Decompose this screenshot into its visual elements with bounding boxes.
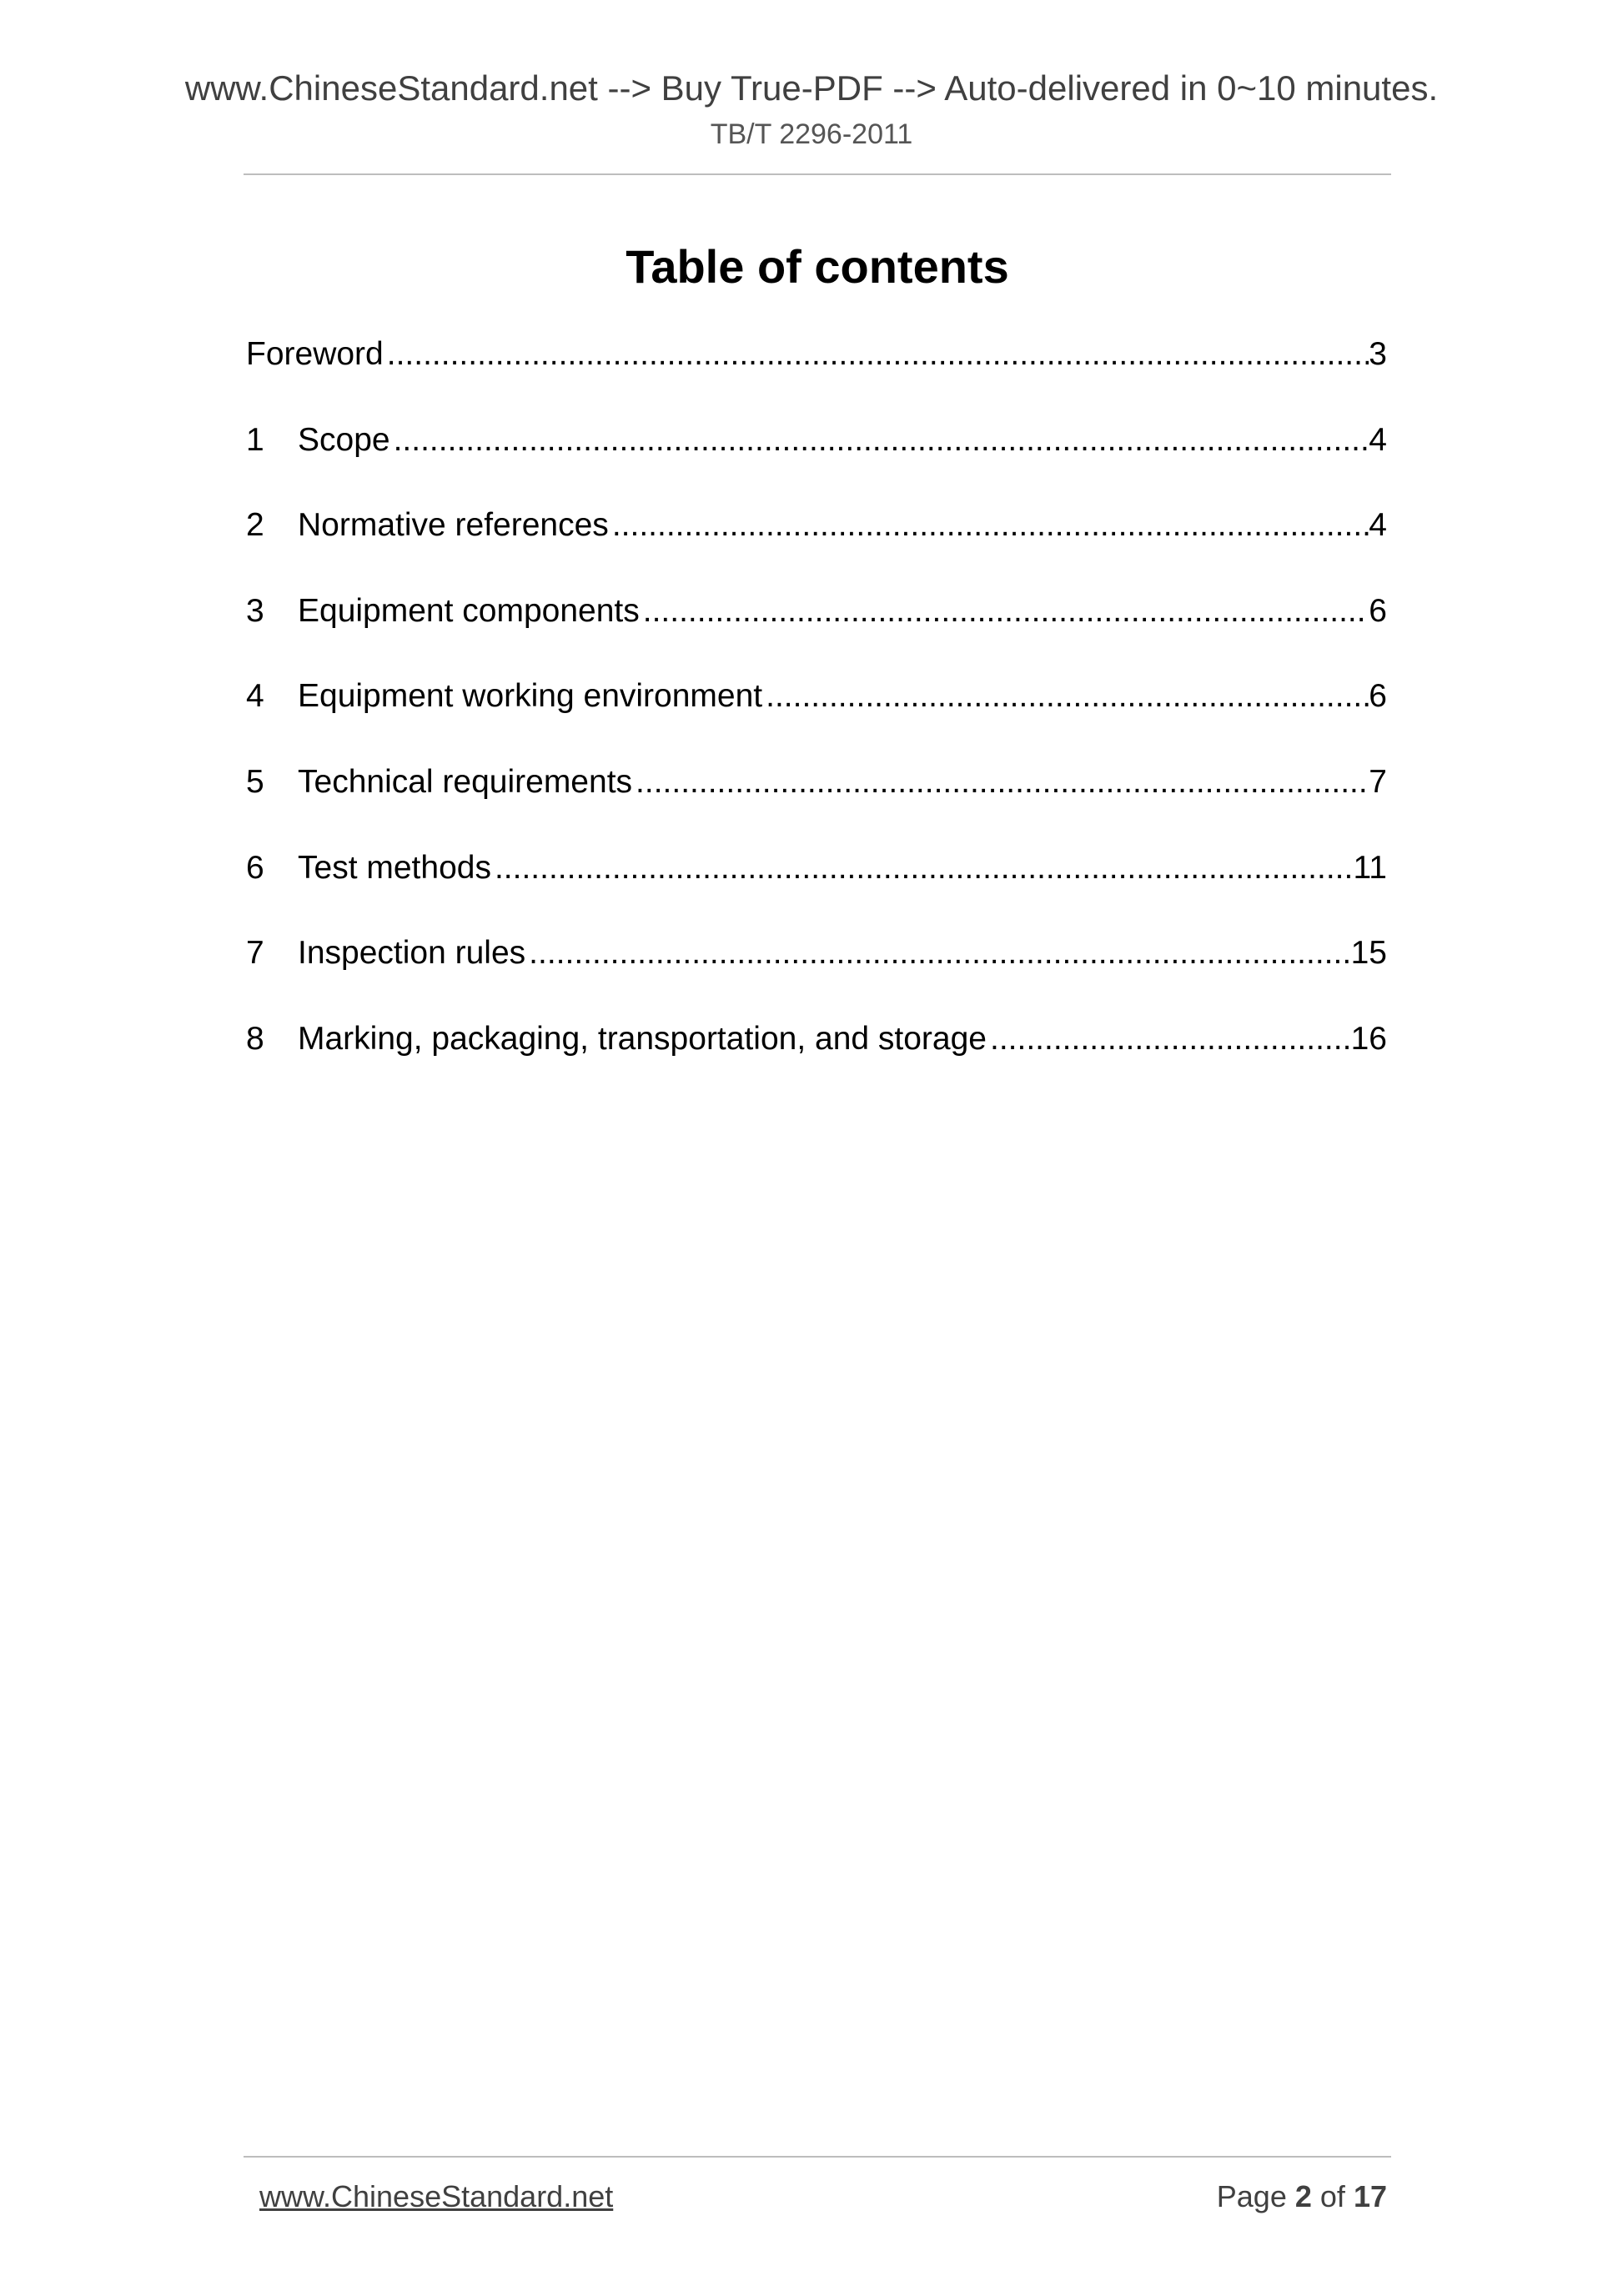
toc-entry-page: 6 [1369,678,1387,715]
toc-entry-number: 8 [246,1020,264,1057]
page-word: Page [1216,2179,1287,2213]
page-footer [259,2178,1387,2215]
page-indicator [1217,2178,1387,2215]
toc-entry-label: Technical requirements [298,763,633,800]
toc-entry-4 [246,677,1387,763]
toc-entry-page: 4 [1369,507,1387,544]
toc-entry-5 [246,763,1387,849]
toc-entry-label: Scope [298,421,390,458]
toc-entry-page: 15 [1350,935,1387,972]
toc-entry-2 [246,506,1387,592]
toc-entry-8 [246,1020,1387,1106]
toc-entry-label: Equipment components [298,592,640,629]
toc-entry-3 [246,592,1387,678]
toc-entry-label: Foreword [246,336,384,372]
toc-entry-page: 4 [1369,421,1387,458]
toc-entry-number: 7 [246,935,264,972]
toc-entry-7 [246,934,1387,1020]
toc-entry-number: 2 [246,507,264,544]
toc-entry-label: Inspection rules [298,935,526,972]
document-id: TB/T 2296-2011 [710,118,913,150]
toc-entry-number: 5 [246,763,264,800]
toc-dot-leader [632,763,1369,801]
page-of-word: of [1319,2179,1345,2213]
table-of-contents [246,335,1387,1105]
toc-dot-leader [609,506,1369,545]
toc-entry-1 [246,421,1387,507]
footer-divider [244,2156,1391,2158]
toc-entry-foreword [246,335,1387,421]
toc-dot-leader [640,592,1369,631]
toc-dot-leader [491,849,1354,887]
toc-entry-label: Normative references [298,507,609,544]
toc-entry-number: 3 [246,592,264,629]
toc-entry-number: 6 [246,849,264,886]
toc-dot-leader [384,335,1369,374]
toc-dot-leader [987,1020,1351,1058]
toc-entry-page: 11 [1353,849,1387,886]
toc-entry-number: 1 [246,421,264,458]
toc-dot-leader [390,421,1369,460]
toc-entry-page: 16 [1350,1020,1387,1057]
toc-entry-label: Marking, packaging, transportation, and storage [298,1020,987,1057]
toc-entry-label: Equipment working environment [298,678,763,715]
toc-entry-page: 6 [1369,592,1387,629]
toc-entry-number: 4 [246,678,264,715]
page-title: Table of contents [626,240,1009,293]
toc-entry-label: Test methods [298,849,491,886]
footer-website-link[interactable]: www.ChineseStandard.net [259,2179,614,2213]
toc-entry-page: 3 [1369,336,1387,372]
header-divider [244,173,1391,175]
toc-entry-6 [246,849,1387,935]
page-total: 17 [1353,2179,1387,2213]
toc-entry-page: 7 [1369,763,1387,800]
toc-dot-leader [525,934,1350,972]
page-current: 2 [1294,2179,1312,2213]
toc-dot-leader [762,677,1369,716]
header-banner: www.ChineseStandard.net --> Buy True-PDF --> Auto-delivered in 0~10 minutes. [184,68,1439,108]
